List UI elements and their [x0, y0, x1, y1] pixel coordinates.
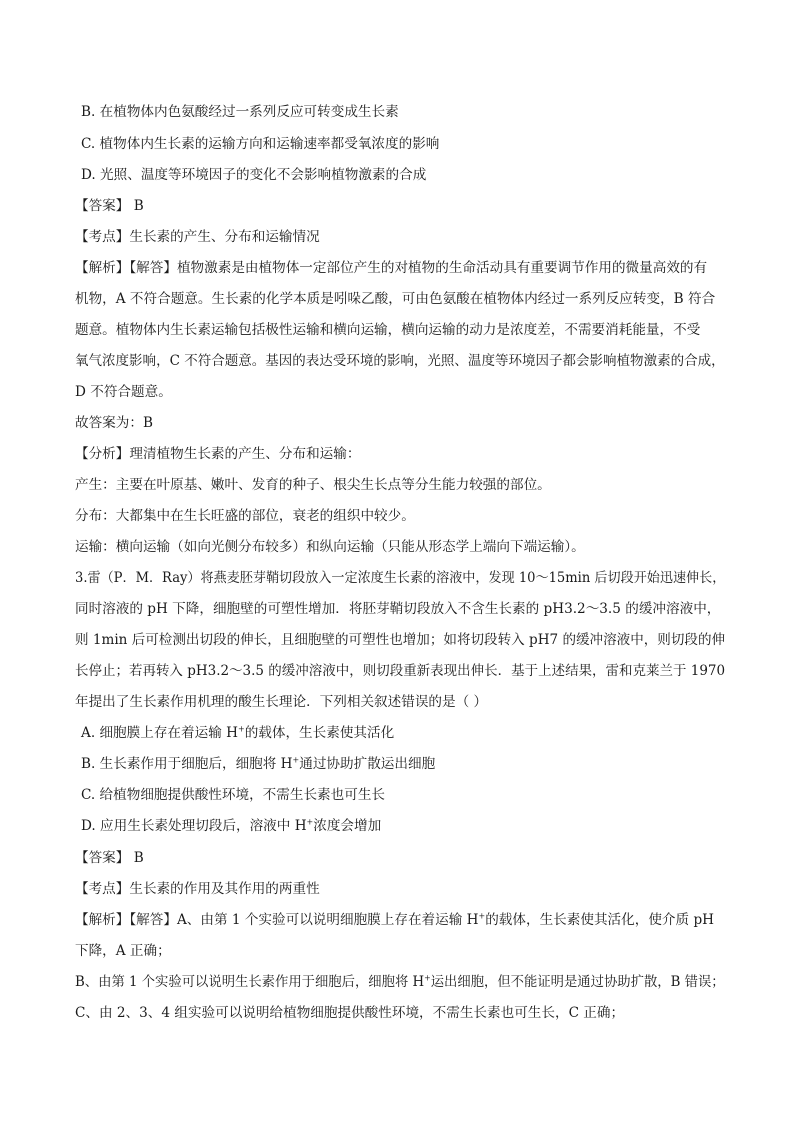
q2-jiexi-line-3: 题意。植物体内生长素运输包括极性运输和横向运输，横向运输的动力是浓度差，不需要消耗能量，不受 [75, 322, 701, 338]
q2-option-c: C. 植物体内生长素的运输方向和运输速率都受氧浓度的影响 [81, 136, 440, 152]
q2-kaodian: 【考点】生长素的产生、分布和运输情况 [75, 229, 320, 245]
q3-option-b: B. 生长素作用于细胞后，细胞将 H+通过协助扩散运出细胞 [81, 755, 436, 772]
q2-jiexi-line-2: 机物，A 不符合题意。生长素的化学本质是吲哚乙酸，可由色氨酸在植物体内经过一系列反应转变，B 符合 [75, 291, 716, 307]
q3-jiexi-line-1: 【解析】【解答】A、由第 1 个实验可以说明细胞膜上存在着运输 H+的载体，生长素使其活化，使介质 pH [75, 911, 715, 928]
q3-stem-line-2: 同时溶液的 pH 下降，细胞壁的可塑性增加．将胚芽鞘切段放入不含生长素的 pH3.2～3.5 的缓冲溶液中， [75, 601, 721, 617]
q3-answer: 【答案】 B [75, 850, 144, 866]
q2-jiexi-line-4: 氧气浓度影响，C 不符合题意。基因的表达受环境的影响，光照、温度等环境因子都会影响植物激素的合成， [75, 353, 725, 369]
q3-stem-line-3: 则 1min 后可检测出切段的伸长，且细胞壁的可塑性也增加；如将切段转入 pH7 的缓冲溶液中，则切段的伸 [75, 632, 726, 648]
q2-jiexi-line-5: D 不符合题意。 [75, 384, 172, 400]
q3-jiexi-line-3: B、由第 1 个实验可以说明生长素作用于细胞后，细胞将 H+运出细胞，但不能证明是通过协助扩散，B 错误； [75, 973, 725, 990]
q2-chansheng: 产生：主要在叶原基、嫩叶、发育的种子、根尖生长点等分生能力较强的部位。 [75, 477, 551, 493]
q3-option-a: A. 细胞膜上存在着运输 H+的载体，生长素使其活化 [81, 724, 395, 741]
q3-option-c: C. 给植物细胞提供酸性环境，不需生长素也可生长 [81, 787, 386, 803]
q2-fenxi: 【分析】理清植物生长素的产生、分布和运输： [75, 446, 361, 462]
q2-yunshu: 运输：横向运输（如向光侧分布较多）和纵向运输（只能从形态学上端向下端运输）。 [75, 539, 585, 555]
q2-answer: 【答案】 B [75, 198, 144, 214]
q3-jiexi-line-4: C、由 2、3、4 组实验可以说明给植物细胞提供酸性环境，不需生长素也可生长，C 正确； [75, 1005, 625, 1021]
q3-stem-line-5: 年提出了生长素作用机理的酸生长理论．下列相关叙述错误的是（ ） [75, 694, 488, 710]
q2-jiexi-line-1: 【解析】【解答】植物激素是由植物体一定部位产生的对植物的生命活动具有重要调节作用的微量高效的有 [75, 260, 708, 276]
q3-stem-line-4: 长停止；若再转入 pH3.2～3.5 的缓冲溶液中，则切段重新表现出伸长．基于上述结果，雷和克莱兰于 1970 [75, 663, 726, 679]
q2-final-answer: 故答案为：B [75, 415, 153, 431]
q3-stem-line-1: 3.雷（P．M．Ray）将燕麦胚芽鞘切段放入一定浓度生长素的溶液中，发现 10～15min 后切段开始迅速伸长， [75, 570, 726, 586]
q2-option-b: B. 在植物体内色氨酸经过一系列反应可转变成生长素 [81, 104, 399, 120]
q3-jiexi-line-2: 下降，A 正确； [75, 943, 171, 959]
q2-option-d: D. 光照、温度等环境因子的变化不会影响植物激素的合成 [81, 167, 427, 183]
q2-fenbu: 分布：大都集中在生长旺盛的部位，衰老的组织中较少。 [75, 508, 415, 524]
q3-option-d: D. 应用生长素处理切段后，溶液中 H+浓度会增加 [81, 817, 382, 834]
q3-kaodian: 【考点】生长素的作用及其作用的两重性 [75, 881, 320, 897]
